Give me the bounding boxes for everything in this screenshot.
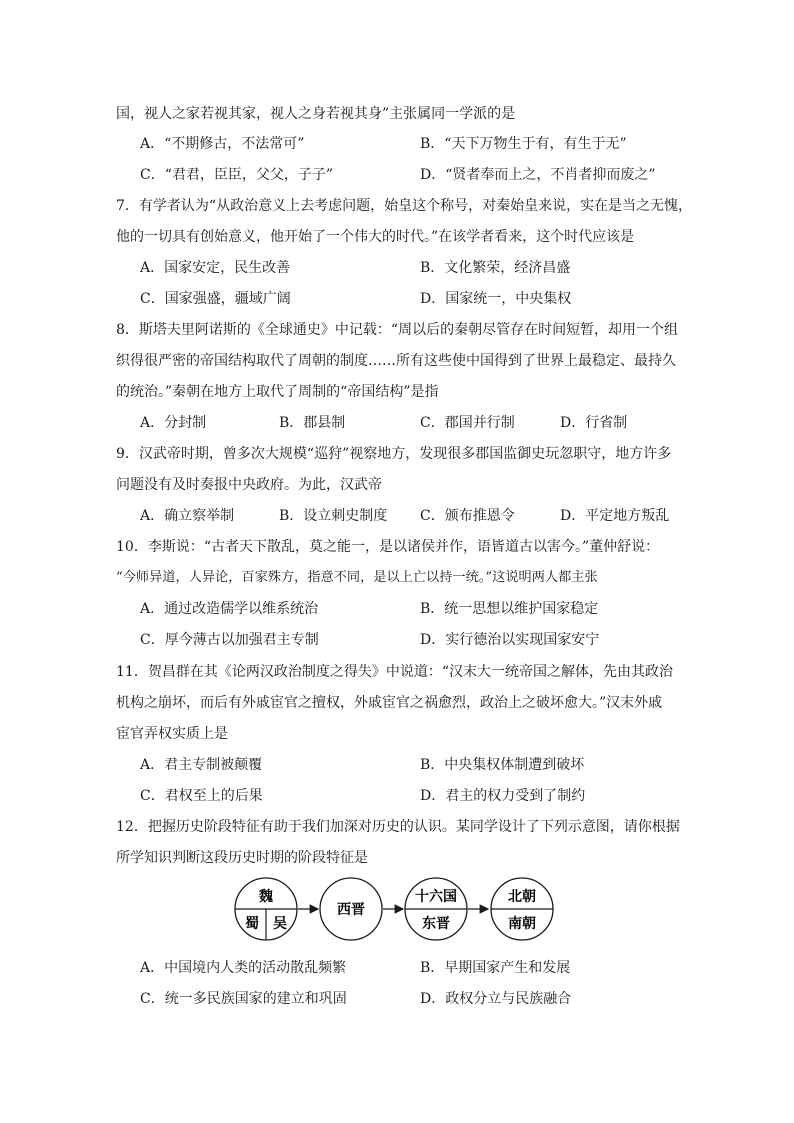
q6-option-d: D．“贤者奉而上之，不肖者抑而废之” (420, 167, 656, 183)
q11-option-a: A．君主专制被颠覆 (140, 757, 263, 773)
q10-stem-line1: 10．李斯说：“古者天下散乱，莫之能一，是以诸侯并作，语皆道古以害今。”董仲舒说： (116, 539, 660, 555)
q8-option-a: A．分封制 (140, 415, 207, 431)
label-wei: 魏 (259, 889, 273, 905)
q10-option-d: D．实行德治以实现国家安宁 (420, 632, 600, 648)
q7-stem-line1: 7．有学者认为“从政治意义上去考虑问题，始皇这个称号，对秦始皇来说，实在是当之无愧， (116, 198, 693, 214)
q10-option-b: B．统一思想以维护国家稳定 (420, 601, 599, 617)
q6-option-b: B．“天下万物生于有，有生于无” (420, 136, 627, 152)
label-shu: 蜀 (245, 916, 259, 932)
q9-stem-line1: 9．汉武帝时期，曾多次大规模“巡狩”视察地方，发现很多郡国监御史玩忽职守，地方许多 (116, 446, 672, 462)
q12-option-c: C．统一多民族国家的建立和巩固 (140, 991, 347, 1007)
label-western-jin: 西晋 (337, 902, 365, 918)
circle-northern-southern-dynasties (491, 878, 553, 940)
q10-stem-line2: “今师异道，人异论，百家殊方，指意不同，是以上亡以持一统。”这说明两人都主张 (116, 570, 598, 585)
q8-stem-line1: 8．斯塔夫里阿诺斯的《全球通史》中记载：“周以后的秦朝尽管存在时间短暂，却用一个组 (116, 322, 679, 338)
q8-option-b: B．郡县制 (279, 415, 346, 431)
q7-option-b: B．文化繁荣，经济昌盛 (420, 260, 571, 276)
q11-stem-line2: 机构之崩坏，而后有外戚宦官之擅权，外戚宦官之祸愈烈，政治上之破坏愈大。”汉末外戚 (116, 695, 663, 711)
label-northern-dynasties: 北朝 (508, 889, 536, 905)
q11-stem-line3: 宦官弄权实质上是 (116, 726, 228, 742)
q9-option-c: C．颁布推恩令 (420, 508, 515, 524)
label-southern-dynasties: 南朝 (508, 916, 536, 932)
q6-option-c: C．“君君，臣臣，父父，子子” (140, 167, 334, 183)
q11-option-d: D．君主的权力受到了制约 (420, 788, 586, 804)
q7-option-c: C．国家强盛，疆域广阔 (140, 291, 291, 307)
circle-wei-shu-wu (235, 878, 297, 940)
q7-stem-line2: 他的一切具有创始意义，他开始了一个伟大的时代。”在该学者看来，这个时代应该是 (116, 229, 635, 245)
circle-sixteen-kingdoms-eastern-jin (405, 878, 467, 940)
q7-option-a: A．国家安定，民生改善 (140, 260, 291, 276)
q9-option-d: D．平定地方叛乱 (560, 508, 670, 524)
q11-option-c: C．君权至上的后果 (140, 788, 263, 804)
circle-western-jin (320, 878, 382, 940)
q7-option-d: D．国家统一，中央集权 (420, 291, 572, 307)
q9-option-b: B．设立刺史制度 (279, 508, 388, 524)
q10-option-a: A．通过改造儒学以维系统治 (140, 601, 319, 617)
q12-option-d: D．政权分立与民族融合 (420, 991, 572, 1007)
q9-option-a: A．确立察举制 (140, 508, 235, 524)
q11-option-b: B．中央集权体制遭到破坏 (420, 757, 585, 773)
q11-stem-line1: 11．贺昌群在其《论两汉政治制度之得失》中说道：“汉末大一统帝国之解体，先由其政治 (116, 664, 673, 680)
dynasty-flow-diagram (232, 866, 564, 952)
q6-stem-continued: 国，视人之家若视其家，视人之身若视其身”主张属同一学派的是 (116, 106, 516, 122)
q12-stem-line1: 12．把握历史阶段特征有助于我们加深对历史的认识。某同学设计了下列示意图，请你根据 (116, 819, 680, 835)
q8-option-d: D．行省制 (560, 415, 628, 431)
q6-option-a: A．“不期修古，不法常可” (140, 136, 305, 152)
q12-option-a: A．中国境内人类的活动散乱频繁 (140, 960, 347, 976)
label-sixteen-kingdoms: 十六国 (415, 889, 457, 905)
q10-option-c: C．厚今薄古以加强君主专制 (140, 632, 319, 648)
q8-stem-line3: 的统治。”秦朝在地方上取代了周制的“帝国结构”是指 (116, 384, 439, 400)
q8-stem-line2: 织得很严密的帝国结构取代了周朝的制度……所有这些使中国得到了世界上最稳定、最持久 (116, 353, 676, 369)
label-eastern-jin: 东晋 (422, 916, 450, 932)
q9-stem-line2: 问题没有及时奏报中央政府。为此，汉武帝 (116, 477, 382, 493)
q8-option-c: C．郡国并行制 (420, 415, 515, 431)
label-wu: 吴 (273, 916, 287, 932)
q12-stem-line2: 所学知识判断这段历史时期的阶段特征是 (116, 850, 368, 866)
q12-option-b: B．早期国家产生和发展 (420, 960, 571, 976)
